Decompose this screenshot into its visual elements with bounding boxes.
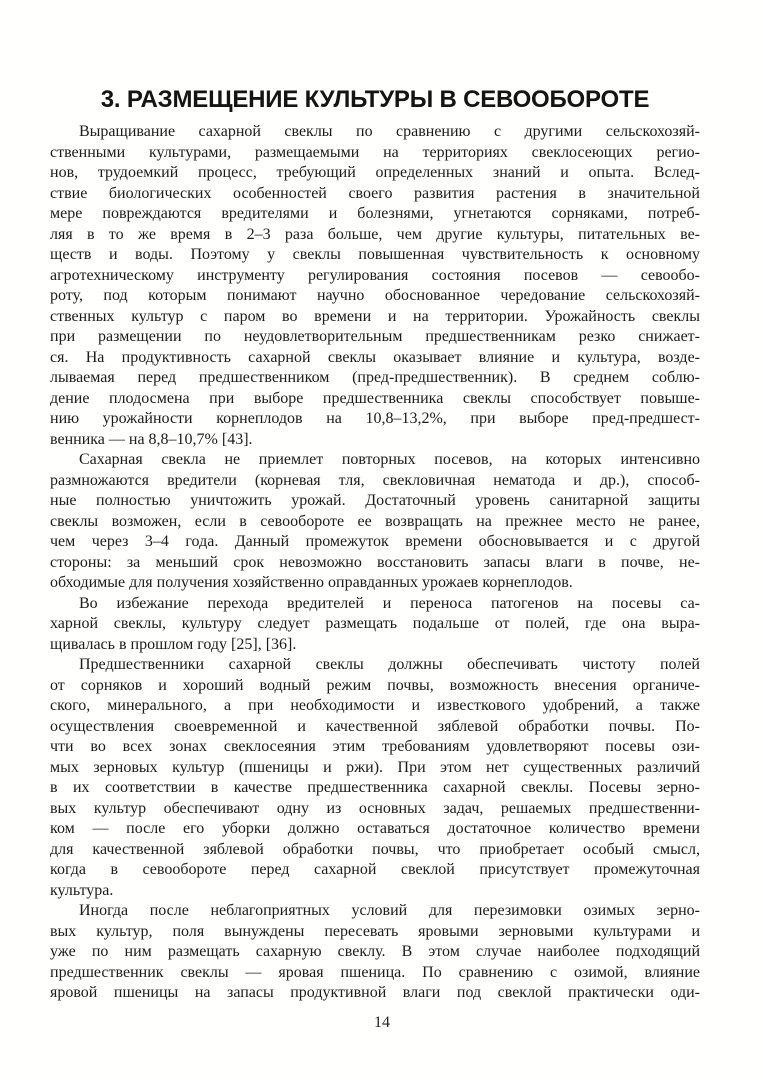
text-line: дение плодосмена при выборе предшественника свеклы способствует повыше- [50,389,700,407]
text-line: щивалась в прошлом году [25], [36]. [50,635,297,653]
text-line: нию урожайности корнеплодов на 10,8–13,2%, при выборе пред-предшест- [50,410,700,427]
text-line: культура. [50,881,114,899]
text-line: Предшественники сахарной свеклы должны обеспечивать чистоту полей [79,656,700,673]
text-line: свеклы возможен, если в севообороте ее возвращать на прежнее место не ранее, [50,512,700,530]
text-line: Во избежание перехода вредителей и переноса патогенов на посевы са- [79,594,700,612]
paragraph [50,122,700,450]
text-line: ществ и воды. Поэтому у свеклы повышенная чувствительность к основному [50,246,700,263]
body-text [50,122,700,1004]
text-line: венника — на 8,8–10,7% [43]. [50,430,253,448]
text-line: при размещении по неудовлетворительным предшественникам резко снижает- [50,328,700,345]
text-line: ком — после его уборки должно оставаться достаточное количество времени [50,820,700,837]
text-line: роту, под которым понимают научно обоснованное чередование сельскохозяй- [50,287,700,304]
text-line: для качественной зяблевой обработки почвы, что приобретает особый смысл, [50,840,700,858]
text-line: харной свеклы, культуру следует размещать подальше от полей, где она выра- [50,615,700,632]
text-line: ные полностью уничтожить урожай. Достаточный уровень санитарной защиты [50,492,700,509]
text-line: яровой пшеницы на запасы продуктивной влаги под свеклой практически оди- [50,984,700,1001]
text-line: ственных культур с паром во времени и на территории. Урожайность свеклы [50,307,700,325]
paragraph [50,450,700,594]
page-number: 14 [374,1014,390,1031]
text-line: в их соответствии в качестве предшественника сахарной свеклы. Посевы зерно- [50,779,700,796]
text-line: ся. На продуктивность сахарной свеклы оказывает влияние и культура, возде- [50,348,700,366]
paragraph [50,655,700,901]
text-line: стороны: за меньший срок невозможно восстановить запасы влаги в почве, не- [50,553,700,571]
text-line: чти во всех зонах свеклосеяния этим требованиям удовлетворяют посевы ози- [50,738,700,755]
text-line: когда в севообороте перед сахарной свеклой присутствует промежуточная [50,861,700,878]
text-line: размножаются вредители (корневая тля, свекловичная нематода и др.), способ- [50,471,700,489]
text-line: обходимые для получения хозяйственно оправданных урожаев корнеплодов. [50,574,573,591]
text-line: предшественник свеклы — яровая пшеница. По сравнению с озимой, влияние [50,963,700,981]
text-line: Иногда после неблагоприятных условий для перезимовки озимых зерно- [79,902,700,919]
paragraph [50,901,700,1004]
text-line: ского, минерального, а при необходимости и известкового удобрений, а также [50,697,700,714]
text-line: от сорняков и хороший водный режим почвы, возможность внесения органиче- [50,676,700,694]
text-line: чем через 3–4 года. Данный промежуток времени обосновывается и с другой [50,533,700,550]
text-line: осуществления своевременной и качественной зяблевой обработки почвы. По- [50,717,700,735]
text-line: мере повреждаются вредителями и болезнями, угнетаются сорняками, потреб- [50,205,700,222]
text-line: агротехническому инструменту регулирования состояния посевов — севообо- [50,266,700,284]
text-line: ствие биологических особенностей своего развития растения в значительной [50,184,700,202]
text-line: Сахарная свекла не приемлет повторных посевов, на которых интенсивно [79,451,700,468]
text-line: ственными культурами, размещаемыми на территориях свеклосеющих регио- [50,143,700,161]
text-line: вых культур обеспечивают одну из основных задач, решаемых предшественни- [50,799,700,817]
text-line: ляя в то же время в 2–3 раза больше, чем другие культуры, питательных ве- [50,225,700,243]
text-line: вых культур, поля вынуждены пересевать яровыми зерновыми культурами и [50,922,700,940]
page-title: 3. РАЗМЕЩЕНИЕ КУЛЬТУРЫ В СЕВООБОРОТЕ [100,86,650,114]
text-line: Выращивание сахарной свеклы по сравнению с другими сельскохозяй- [79,123,700,140]
text-line: уже по ним размещать сахарную свеклу. В этом случае наиболее подходящий [50,943,700,960]
text-line: мых зерновых культур (пшеницы и ржи). При этом нет существенных различий [50,758,700,776]
paragraph [50,594,700,656]
text-line: нов, трудоемкий процесс, требующий определенных знаний и опыта. Вслед- [50,164,700,181]
text-line: лываемая перед предшественником (пред-предшественник). В среднем соблю- [50,369,700,386]
